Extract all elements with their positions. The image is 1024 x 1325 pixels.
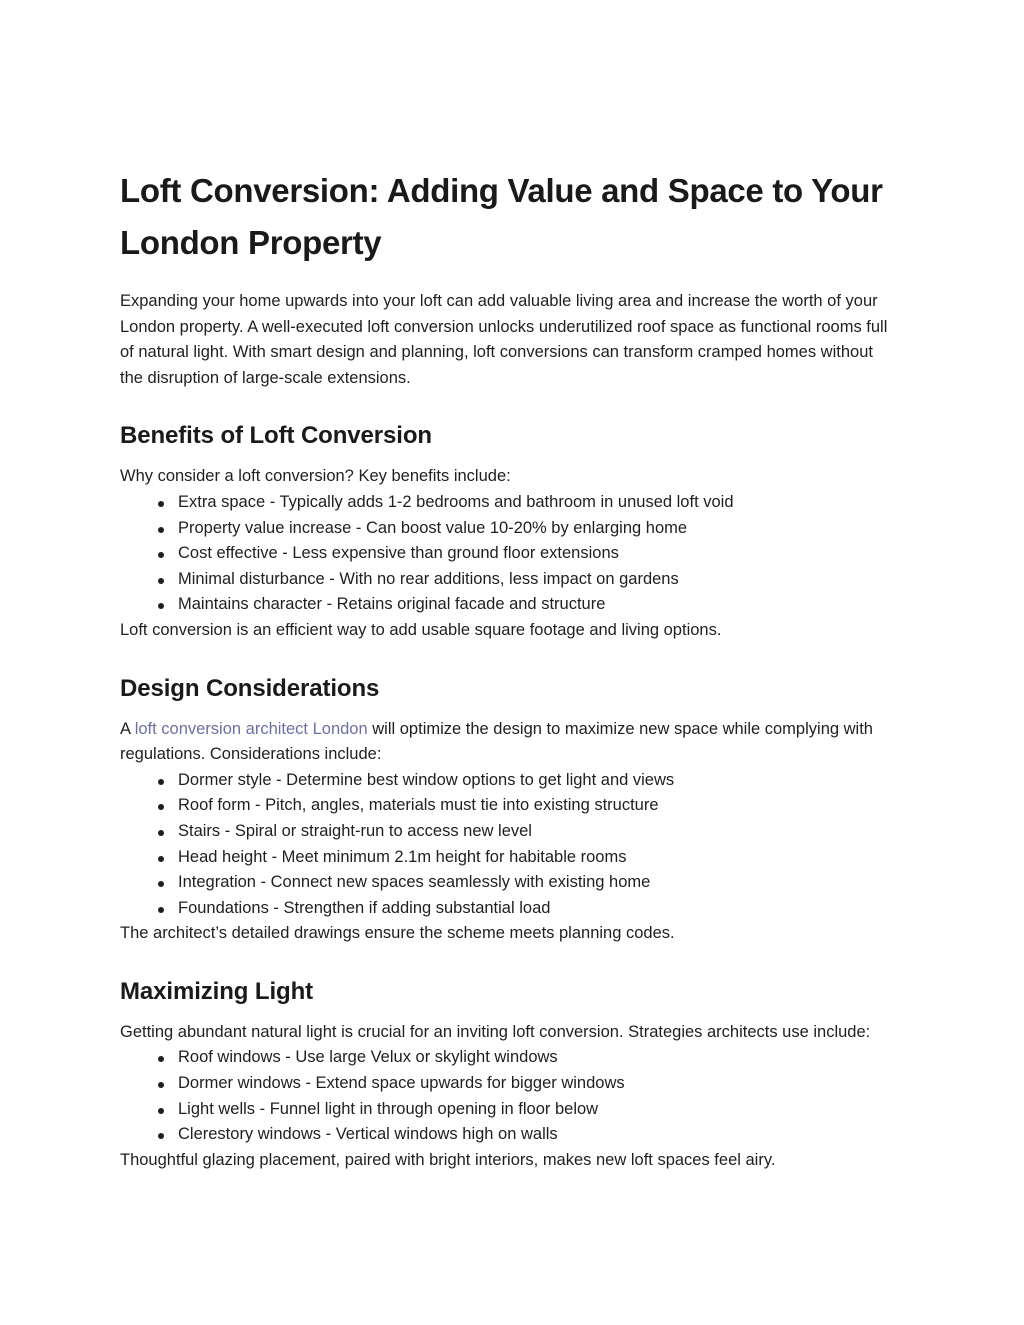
bullet-list-light [120, 1045, 900, 1147]
section-heading-benefits: Benefits of Loft Conversion [120, 422, 432, 450]
page-title: Loft Conversion: Adding Value and Space to Your London Property [120, 172, 883, 261]
list-item: Dormer style - Determine best window options to get light and views [120, 768, 900, 794]
section-closing-light: Thoughtful glazing placement, paired with bright interiors, makes new loft spaces feel airy. [120, 1150, 776, 1169]
list-item: Dormer windows - Extend space upwards for bigger windows [120, 1071, 900, 1097]
bullet-list-design [120, 768, 900, 922]
lead-in-text-before-link: A [120, 719, 135, 738]
section-lead-in-design [120, 717, 900, 768]
section-lead-in-benefits: Why consider a loft conversion? Key benefits include: [120, 467, 511, 486]
intro-paragraph: Expanding your home upwards into your loft can add valuable living area and increase the worth of your London property. A well-executed loft conversion unlocks underutilized roof space as functional rooms full of natural light. With smart design and planning, loft conversions can transform cramped homes without the disruption of large-scale extensions. [120, 292, 888, 387]
list-item: Roof form - Pitch, angles, materials must tie into existing structure [120, 793, 900, 819]
loft-conversion-architect-london-link[interactable]: loft conversion architect London [134, 719, 368, 738]
list-item: Roof windows - Use large Velux or skylight windows [120, 1045, 900, 1071]
section-lead-in-light: Getting abundant natural light is crucial for an inviting loft conversion. Strategies architects use include: [120, 1022, 871, 1041]
list-item: Extra space - Typically adds 1-2 bedrooms and bathroom in unused loft void [120, 490, 900, 516]
section-closing-benefits: Loft conversion is an efficient way to add usable square footage and living options. [120, 620, 722, 639]
list-item: Cost effective - Less expensive than ground floor extensions [120, 541, 900, 567]
list-item: Minimal disturbance - With no rear additions, less impact on gardens [120, 567, 900, 593]
list-item: Stairs - Spiral or straight-run to access new level [120, 819, 900, 845]
bullet-list-benefits [120, 490, 900, 618]
section-heading-design: Design Considerations [120, 674, 380, 702]
list-item: Integration - Connect new spaces seamlessly with existing home [120, 870, 900, 896]
list-item: Head height - Meet minimum 2.1m height for habitable rooms [120, 845, 900, 871]
section-heading-light: Maximizing Light [120, 977, 314, 1005]
list-item: Light wells - Funnel light in through opening in floor below [120, 1097, 900, 1123]
section-closing-design: The architect’s detailed drawings ensure the scheme meets planning codes. [120, 924, 675, 943]
list-item: Clerestory windows - Vertical windows high on walls [120, 1122, 900, 1148]
list-item: Property value increase - Can boost value 10-20% by enlarging home [120, 516, 900, 542]
list-item: Maintains character - Retains original facade and structure [120, 592, 900, 618]
list-item: Foundations - Strengthen if adding substantial load [120, 896, 900, 922]
lead-in-text-after-link: will optimize the design to maximize new space while complying with regulations. Considerations include: [120, 719, 873, 764]
